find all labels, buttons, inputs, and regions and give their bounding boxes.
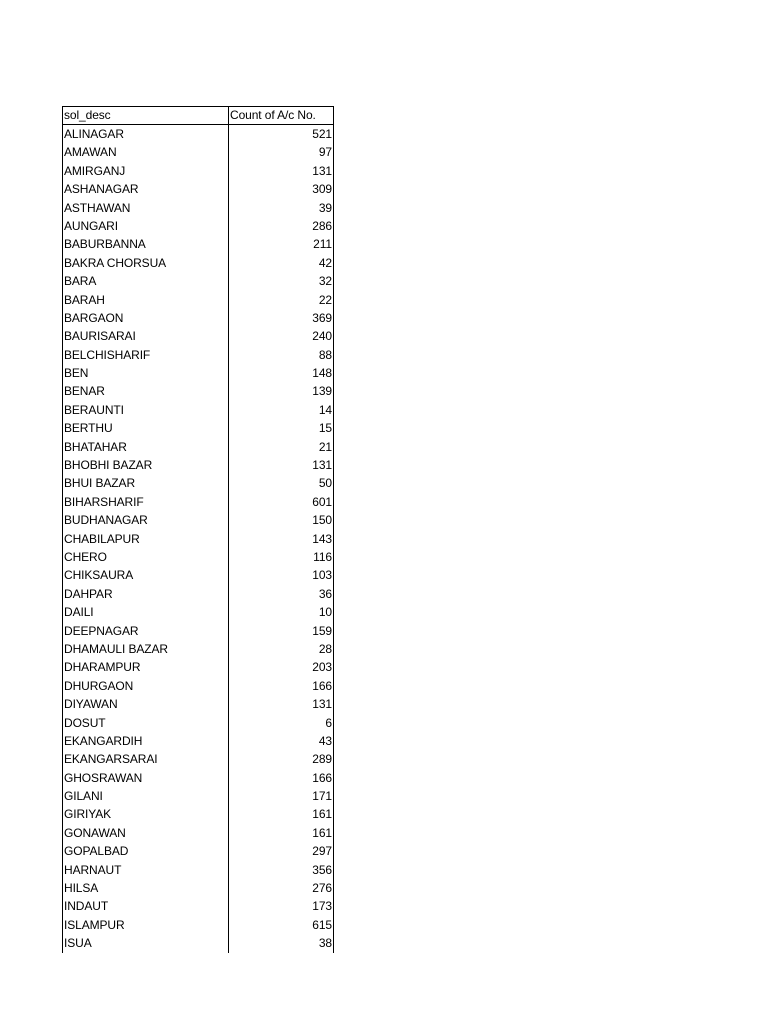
count-cell[interactable]: 211 bbox=[313, 237, 332, 252]
table-row bbox=[63, 769, 333, 787]
count-cell[interactable]: 28 bbox=[318, 641, 332, 656]
count-cell[interactable]: 148 bbox=[312, 366, 332, 381]
table-row bbox=[63, 732, 333, 750]
table-row bbox=[63, 861, 333, 879]
sol-desc-cell[interactable]: DAILI bbox=[64, 605, 94, 620]
count-cell[interactable]: 286 bbox=[312, 218, 332, 233]
sol-desc-cell[interactable]: BENAR bbox=[64, 384, 105, 399]
sol-desc-cell[interactable]: GHOSRAWAN bbox=[64, 770, 143, 785]
count-cell[interactable]: 32 bbox=[318, 274, 332, 289]
sol-desc-cell[interactable]: BERTHU bbox=[64, 421, 113, 436]
sol-desc-cell[interactable]: GOPALBAD bbox=[64, 844, 129, 859]
count-cell[interactable]: 21 bbox=[318, 439, 332, 454]
sol-desc-cell[interactable]: CHABILAPUR bbox=[64, 531, 140, 546]
count-cell[interactable]: 240 bbox=[312, 329, 332, 344]
sol-desc-cell[interactable]: AMIRGANJ bbox=[64, 163, 126, 178]
table-row bbox=[63, 566, 333, 584]
count-cell[interactable]: 369 bbox=[312, 310, 332, 325]
table-row bbox=[63, 511, 333, 529]
count-cell[interactable]: 22 bbox=[318, 292, 332, 307]
sol-desc-cell[interactable]: ASTHAWAN bbox=[64, 200, 131, 215]
table-row bbox=[63, 199, 333, 217]
count-cell[interactable]: 14 bbox=[318, 402, 332, 417]
sol-desc-cell[interactable]: ISLAMPUR bbox=[64, 917, 125, 932]
table-row bbox=[63, 750, 333, 768]
count-cell[interactable]: 161 bbox=[312, 807, 332, 822]
count-cell[interactable]: 103 bbox=[312, 568, 332, 583]
count-cell[interactable]: 166 bbox=[312, 770, 332, 785]
count-cell[interactable]: 276 bbox=[312, 881, 332, 896]
count-cell[interactable]: 131 bbox=[312, 163, 332, 178]
sol-desc-cell[interactable]: DOSUT bbox=[64, 715, 106, 730]
count-cell[interactable]: 50 bbox=[318, 476, 332, 491]
count-cell[interactable]: 15 bbox=[318, 421, 332, 436]
count-cell[interactable]: 97 bbox=[318, 145, 332, 160]
table-body bbox=[63, 125, 333, 953]
count-cell[interactable]: 173 bbox=[312, 899, 332, 914]
table-row bbox=[63, 346, 333, 364]
sol-desc-cell[interactable]: AMAWAN bbox=[64, 145, 117, 160]
table-row bbox=[63, 438, 333, 456]
count-cell[interactable]: 39 bbox=[318, 200, 332, 215]
sol-desc-cell[interactable]: BAKRA CHORSUA bbox=[64, 255, 167, 270]
table-row bbox=[63, 327, 333, 345]
table-row bbox=[63, 824, 333, 842]
count-cell[interactable]: 166 bbox=[312, 678, 332, 693]
table-row bbox=[63, 934, 333, 952]
spreadsheet-table bbox=[62, 106, 334, 953]
count-cell[interactable]: 36 bbox=[318, 586, 332, 601]
sol-desc-cell[interactable]: CHIKSAURA bbox=[64, 568, 134, 583]
table-row bbox=[63, 787, 333, 805]
sol-desc-cell[interactable]: GIRIYAK bbox=[64, 807, 112, 822]
count-cell[interactable]: 143 bbox=[312, 531, 332, 546]
sol-desc-cell[interactable]: ASHANAGAR bbox=[64, 182, 139, 197]
table-row bbox=[63, 842, 333, 860]
count-cell[interactable]: 601 bbox=[312, 494, 332, 509]
count-cell[interactable]: 297 bbox=[312, 844, 332, 859]
table-row bbox=[63, 235, 333, 253]
table-row bbox=[63, 291, 333, 309]
table-row bbox=[63, 805, 333, 823]
count-cell[interactable]: 38 bbox=[318, 936, 332, 951]
sol-desc-cell[interactable]: AUNGARI bbox=[64, 218, 118, 233]
count-cell[interactable]: 309 bbox=[312, 182, 332, 197]
sol-desc-cell[interactable]: HARNAUT bbox=[64, 862, 122, 877]
count-cell[interactable]: 131 bbox=[312, 458, 332, 473]
count-cell[interactable]: 159 bbox=[312, 623, 332, 638]
table-row bbox=[63, 382, 333, 400]
table-row bbox=[63, 916, 333, 934]
sol-desc-cell[interactable]: BHATAHAR bbox=[64, 439, 127, 454]
table-row bbox=[63, 217, 333, 235]
table-row bbox=[63, 658, 333, 676]
count-cell[interactable]: 116 bbox=[313, 549, 332, 564]
count-cell[interactable]: 150 bbox=[312, 513, 332, 528]
sol-desc-cell[interactable]: DEEPNAGAR bbox=[64, 623, 139, 638]
count-cell[interactable]: 10 bbox=[318, 605, 332, 620]
header-sol-desc[interactable]: sol_desc bbox=[64, 108, 111, 122]
count-cell[interactable]: 88 bbox=[318, 347, 332, 362]
table-row bbox=[63, 180, 333, 198]
table-row bbox=[63, 143, 333, 161]
sol-desc-cell[interactable]: CHERO bbox=[64, 549, 107, 564]
table-row bbox=[63, 622, 333, 640]
header-count[interactable]: Count of A/c No. bbox=[230, 108, 316, 122]
table-row bbox=[63, 254, 333, 272]
table-row bbox=[63, 493, 333, 511]
sol-desc-cell[interactable]: BHOBHI BAZAR bbox=[64, 458, 153, 473]
sol-desc-cell[interactable]: DAHPAR bbox=[64, 586, 113, 601]
table-row bbox=[63, 603, 333, 621]
table-row bbox=[63, 585, 333, 603]
table-row bbox=[63, 530, 333, 548]
sol-desc-cell[interactable]: EKANGARDIH bbox=[64, 733, 143, 748]
count-cell[interactable]: 356 bbox=[312, 862, 332, 877]
sol-desc-cell[interactable]: DHARAMPUR bbox=[64, 660, 141, 675]
table-grid bbox=[62, 106, 334, 953]
sol-desc-cell[interactable]: EKANGARSARAI bbox=[64, 752, 158, 767]
count-cell[interactable]: 615 bbox=[312, 917, 332, 932]
count-cell[interactable]: 139 bbox=[312, 384, 332, 399]
count-cell[interactable]: 131 bbox=[312, 697, 332, 712]
sol-desc-cell[interactable]: DIYAWAN bbox=[64, 697, 118, 712]
header-row bbox=[63, 106, 333, 125]
sol-desc-cell[interactable]: GILANI bbox=[64, 789, 103, 804]
sol-desc-cell[interactable]: ISUA bbox=[64, 936, 92, 951]
sol-desc-cell[interactable]: BARAH bbox=[64, 292, 105, 307]
table-row bbox=[63, 474, 333, 492]
table-row bbox=[63, 640, 333, 658]
count-cell[interactable]: 42 bbox=[318, 255, 332, 270]
table-row bbox=[63, 714, 333, 732]
sol-desc-cell[interactable]: ALINAGAR bbox=[64, 127, 124, 141]
sol-desc-cell[interactable]: BIHARSHARIF bbox=[64, 494, 144, 509]
sol-desc-cell[interactable]: BHUI BAZAR bbox=[64, 476, 136, 491]
table-row bbox=[63, 677, 333, 695]
table-row bbox=[63, 897, 333, 915]
table-row bbox=[63, 419, 333, 437]
count-cell[interactable]: 161 bbox=[312, 825, 332, 840]
sol-desc-cell[interactable]: BARA bbox=[64, 274, 97, 289]
count-cell[interactable]: 289 bbox=[312, 752, 332, 767]
table-row bbox=[63, 272, 333, 290]
sol-desc-cell[interactable]: HILSA bbox=[64, 881, 99, 896]
sol-desc-cell[interactable]: DHURGAON bbox=[64, 678, 134, 693]
count-cell[interactable]: 203 bbox=[312, 660, 332, 675]
count-cell[interactable]: 43 bbox=[318, 733, 332, 748]
table-row bbox=[63, 548, 333, 566]
table-row bbox=[63, 125, 333, 143]
table-row bbox=[63, 879, 333, 897]
table-row bbox=[63, 364, 333, 382]
count-cell[interactable]: 521 bbox=[312, 127, 332, 141]
sol-desc-cell[interactable]: BERAUNTI bbox=[64, 402, 124, 417]
sol-desc-cell[interactable]: BARGAON bbox=[64, 310, 124, 325]
table-row bbox=[63, 456, 333, 474]
count-cell[interactable]: 6 bbox=[325, 715, 332, 730]
sol-desc-cell[interactable]: INDAUT bbox=[64, 899, 109, 914]
table-row bbox=[63, 309, 333, 327]
table-row bbox=[63, 162, 333, 180]
sol-desc-cell[interactable]: GONAWAN bbox=[64, 825, 126, 840]
sol-desc-cell[interactable]: BABURBANNA bbox=[64, 237, 146, 252]
sol-desc-cell[interactable]: BAURISARAI bbox=[64, 329, 136, 344]
count-cell[interactable]: 171 bbox=[312, 789, 332, 804]
table-row bbox=[63, 695, 333, 713]
sol-desc-cell[interactable]: BELCHISHARIF bbox=[64, 347, 151, 362]
sol-desc-cell[interactable]: DHAMAULI BAZAR bbox=[64, 641, 168, 656]
sol-desc-cell[interactable]: BUDHANAGAR bbox=[64, 513, 148, 528]
table-row bbox=[63, 401, 333, 419]
sol-desc-cell[interactable]: BEN bbox=[64, 366, 89, 381]
